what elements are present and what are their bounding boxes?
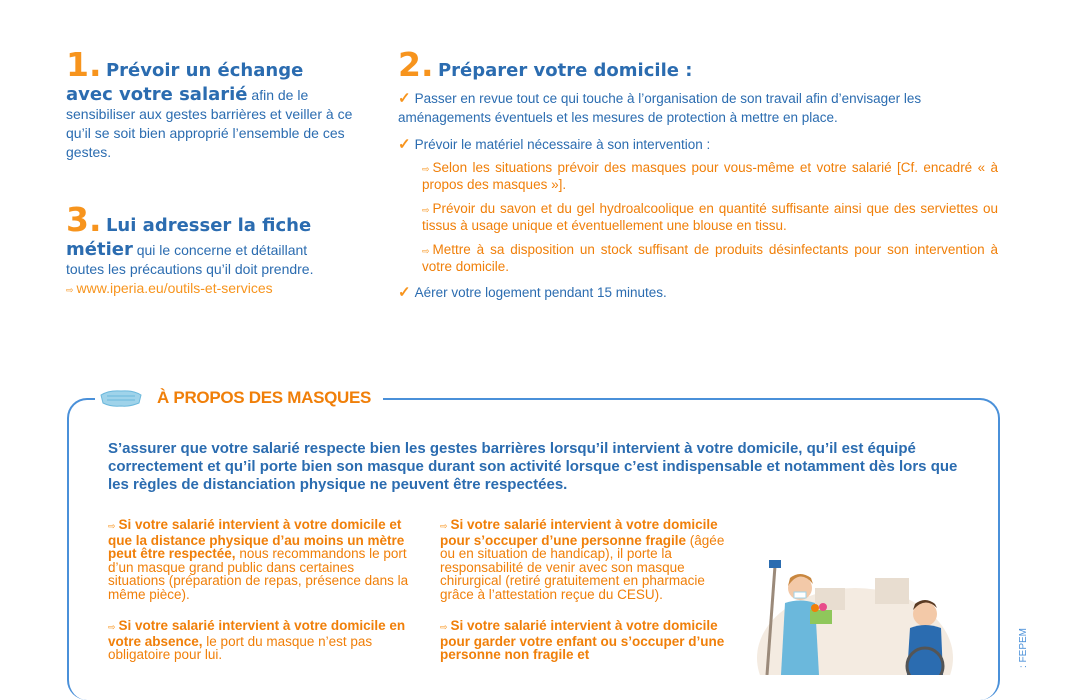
arrow-icon: ⇨ bbox=[422, 246, 430, 256]
masks-col-1-item-1 bbox=[108, 518, 410, 601]
iperia-link[interactable] bbox=[66, 279, 366, 300]
section-3-text-inline: qui le concerne et détaillant bbox=[132, 242, 308, 258]
credit-text: : FEPEM bbox=[1018, 627, 1029, 668]
masks-intro: S’assurer que votre salarié respecte bien les gestes barrières lorsqu’il intervient à votre domicile, qu’il est équipé correctement et qu’il porte bien son masque durant son activité lorsque c’est indispensable et notamment dès lors que les règles de distanciation physique ne peuvent être respectées. bbox=[108, 440, 958, 493]
masks-col-2-item-2-bold: Si votre salarié intervient à votre domicile pour garder votre enfant ou s’occuper d’une personne non fragile et bbox=[440, 618, 725, 662]
check-icon: ✓ bbox=[398, 90, 411, 107]
check-icon: ✓ bbox=[398, 136, 411, 153]
section-2-item-2-text: Prévoir le matériel nécessaire à son intervention : bbox=[414, 137, 711, 152]
section-2-item-2 bbox=[398, 135, 998, 154]
section-3-title-bold: métier bbox=[66, 239, 133, 260]
section-3-number: 3. bbox=[66, 200, 102, 239]
section-2-item-1 bbox=[398, 89, 998, 127]
arrow-icon: ⇨ bbox=[440, 521, 448, 531]
subitem-masks bbox=[422, 160, 998, 192]
masks-col-1-item-2-bold: Si votre salarié intervient à votre domicile en votre absence, bbox=[108, 618, 406, 649]
arrow-icon: ⇨ bbox=[422, 205, 430, 215]
subitem-soap bbox=[422, 201, 998, 233]
section-1-text: sensibiliser aux gestes barrières et veiller à ce qu’il se soit bien approprié l’ensemble de ces gestes. bbox=[66, 106, 353, 160]
subitem-masks-text: Selon les situations prévoir des masques pour vous-même et votre salarié [Cf. encadré « à propos des masques »]. bbox=[422, 160, 998, 192]
masks-col-2-item-1-bold: Si votre salarié intervient à votre domicile pour s’occuper d’une personne fragile bbox=[440, 517, 718, 548]
section-2-number: 2. bbox=[398, 45, 434, 84]
check-icon: ✓ bbox=[398, 284, 411, 301]
masks-col-1-item-1-text: nous recommandons le port d’un masque grand public dans certaines situations (préparation de repas, présence dans la même pièce). bbox=[108, 546, 409, 602]
iperia-link-text: www.iperia.eu/outils-et-services bbox=[76, 280, 273, 296]
arrow-icon: ⇨ bbox=[440, 622, 448, 632]
masks-title: À PROPOS DES MASQUES bbox=[157, 388, 372, 407]
subitem-disinfectant bbox=[422, 242, 998, 274]
section-2-item-3-text: Aérer votre logement pendant 15 minutes. bbox=[414, 285, 667, 300]
arrow-icon: ⇨ bbox=[108, 521, 116, 531]
masks-header bbox=[95, 382, 383, 414]
section-2 bbox=[398, 45, 998, 302]
section-1-title: Prévoir un échange bbox=[105, 60, 304, 81]
arrow-icon: ⇨ bbox=[108, 622, 116, 632]
section-2-title: Préparer votre domicile : bbox=[437, 60, 693, 81]
section-2-item-3 bbox=[398, 283, 998, 302]
subitem-soap-text: Prévoir du savon et du gel hydroalcoolique en quantité suffisante ainsi que des serviettes ou tissus à usage unique et éventuellement une blouse en tissu. bbox=[422, 201, 998, 233]
section-2-item-1-text: Passer en revue tout ce qui touche à l’organisation de son travail afin d’envisager les aménagements éventuels et les mesures de protection à mettre en place. bbox=[398, 91, 922, 125]
mask-icon bbox=[99, 388, 143, 408]
arrow-icon: ⇨ bbox=[66, 285, 74, 295]
section-1 bbox=[66, 45, 356, 162]
masks-col-2-item-1 bbox=[440, 518, 742, 601]
arrow-icon: ⇨ bbox=[422, 164, 430, 174]
masks-col-1-item-2 bbox=[108, 619, 410, 662]
masks-col-1 bbox=[108, 518, 410, 662]
section-1-text-inline: afin de le bbox=[247, 87, 309, 103]
caregiver-illustration bbox=[755, 548, 955, 675]
masks-col-1-item-1-bold: Si votre salarié intervient à votre domicile et que la distance physique d’au moins un mètre peut être respectée, bbox=[108, 517, 405, 561]
subitem-disinfectant-text: Mettre à sa disposition un stock suffisant de produits désinfectants pour son intervention à votre domicile. bbox=[422, 242, 998, 274]
section-3 bbox=[66, 200, 366, 300]
masks-col-2-item-2 bbox=[440, 619, 742, 662]
masks-col-2-item-1-text: (âgée ou en situation de handicap), il porte la responsabilité de venir avec son masque chirurgical (retiré gratuitement en pharmacie grâce à l’attestation reçue du CESU). bbox=[440, 532, 725, 602]
section-3-title: Lui adresser la fiche bbox=[105, 215, 312, 236]
section-2-subitems bbox=[422, 160, 998, 274]
masks-col-2 bbox=[440, 518, 742, 662]
section-3-text: toutes les précautions qu’il doit prendre. bbox=[66, 261, 314, 277]
section-1-number: 1. bbox=[66, 45, 102, 84]
section-1-title-bold: avec votre salarié bbox=[66, 84, 248, 105]
masks-col-1-item-2-text: le port du masque n’est pas obligatoire pour lui. bbox=[108, 633, 373, 662]
